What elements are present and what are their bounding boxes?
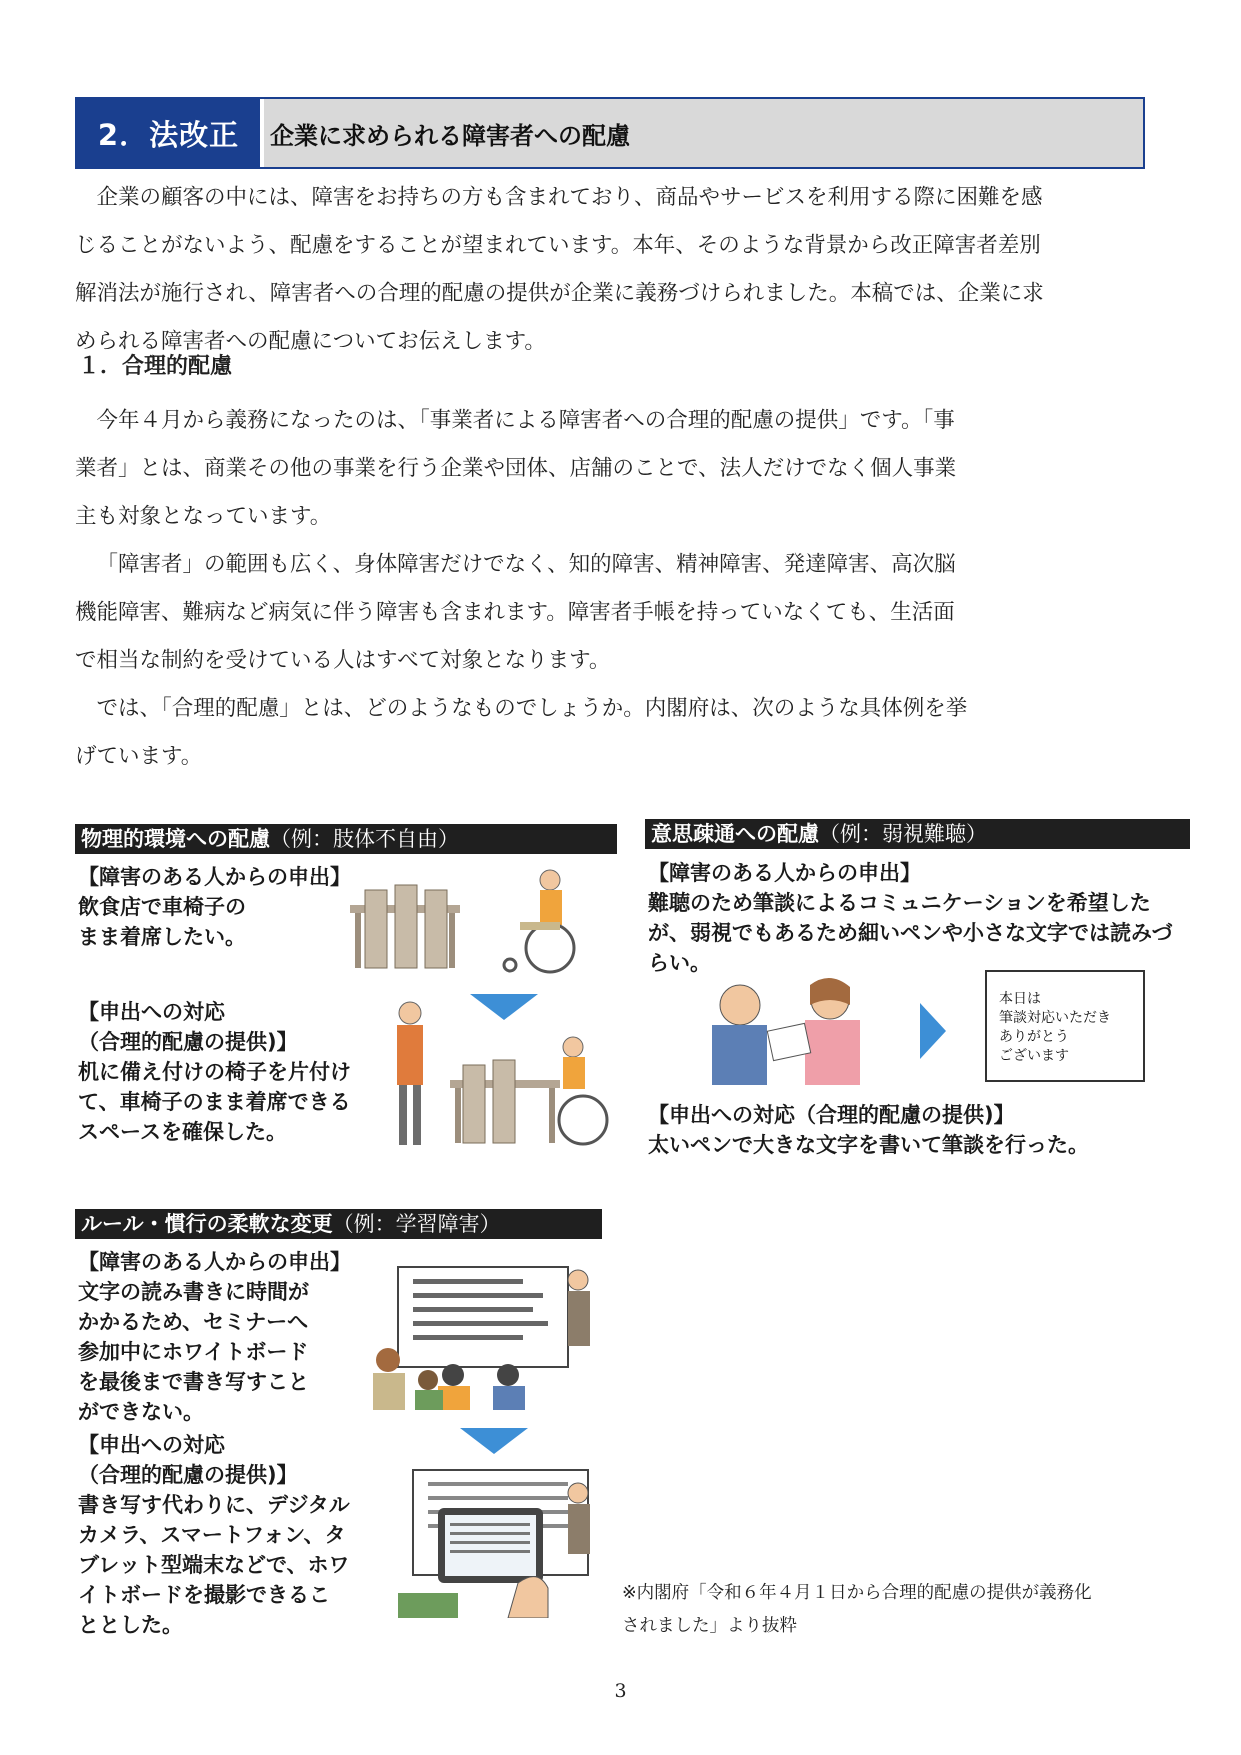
request-line: を最後まで書き写すこと bbox=[78, 1370, 309, 1394]
communication-response bbox=[648, 1100, 1089, 1160]
response-line: 机に備え付けの椅子を片付け bbox=[78, 1060, 351, 1084]
panel-title-physical bbox=[75, 824, 617, 854]
request-line: 文字の読み書きに時間が bbox=[78, 1280, 309, 1304]
note-line: ※内閣府「令和６年４月１日から合理的配慮の提供が義務化 bbox=[622, 1583, 1092, 1603]
rules-request bbox=[78, 1247, 351, 1427]
text-line: 業者」とは、商業その他の事業を行う企業や団体、店舗のことで、法人だけでなく個人事業 bbox=[75, 456, 957, 481]
response-line: て、車椅子のまま着席できる bbox=[78, 1090, 351, 1114]
request-line: まま着席したい。 bbox=[78, 925, 246, 949]
text-line: では、「合理的配慮」とは、どのようなものでしょうか。内閣府は、次のような具体例を挙 bbox=[96, 696, 968, 721]
request-line: が、弱視でもあるため細いペンや小さな文字では読みづ bbox=[648, 921, 1173, 945]
physical-request bbox=[78, 862, 351, 952]
request-line: 飲食店で車椅子の bbox=[78, 895, 246, 919]
response-line: 太いペンで大きな文字を書いて筆談を行った。 bbox=[648, 1133, 1089, 1157]
source-note bbox=[622, 1577, 1162, 1643]
request-line: かかるため、セミナーへ bbox=[78, 1310, 309, 1334]
notepad-line: 筆談対応いただき bbox=[999, 1010, 1111, 1026]
subsection-heading: １．合理的配慮 bbox=[78, 354, 233, 379]
text-line: で相当な制約を受けている人はすべて対象となります。 bbox=[75, 648, 611, 673]
response-line: ブレット型端末などで、ホワ bbox=[78, 1553, 350, 1577]
notepad-line: 本日は bbox=[999, 991, 1041, 1007]
response-line: スペースを確保した。 bbox=[78, 1120, 287, 1144]
request-label: 【障害のある人からの申出】 bbox=[648, 861, 921, 885]
text-line: げています。 bbox=[75, 744, 203, 769]
intro-line: められる障害者への配慮についてお伝えします。 bbox=[75, 329, 546, 354]
request-label: 【障害のある人からの申出】 bbox=[78, 1250, 351, 1274]
response-label: 【申出への対応 bbox=[78, 1433, 225, 1457]
notepad-illustration bbox=[985, 970, 1145, 1082]
note-line: されました」より抜粋 bbox=[622, 1616, 797, 1636]
text-line: 「障害者」の範囲も広く、身体障害だけでなく、知的障害、精神障害、発達障害、高次脳 bbox=[96, 552, 956, 577]
response-line: カメラ、スマートフォン、タ bbox=[78, 1523, 346, 1547]
communication-request bbox=[648, 858, 1173, 978]
rules-response bbox=[78, 1430, 350, 1640]
response-label: （合理的配慮の提供)】 bbox=[78, 1463, 298, 1487]
panel-title-text: 意思疎通への配慮 bbox=[651, 822, 819, 846]
intro-paragraph bbox=[75, 174, 1145, 366]
panel-title-text: ルール・慣行の柔軟な変更 bbox=[81, 1212, 333, 1236]
panel-title-communication bbox=[645, 819, 1190, 849]
table-wheelchair-illustration bbox=[345, 860, 585, 980]
panel-title-sub: （例：弱視難聴） bbox=[819, 822, 987, 846]
notepad-line: ございます bbox=[999, 1048, 1069, 1064]
notepad-line: ありがとう bbox=[999, 1029, 1069, 1045]
paragraph-business bbox=[75, 397, 1145, 541]
request-line: らい。 bbox=[648, 951, 711, 975]
panel-title-sub: （例：肢体不自由） bbox=[270, 827, 459, 851]
section-header bbox=[75, 97, 1145, 169]
intro-line: 企業の顧客の中には、障害をお持ちの方も含まれており、商品やサービスを利用する際に困難を感 bbox=[96, 185, 1043, 210]
response-line: 書き写す代わりに、デジタル bbox=[78, 1493, 350, 1517]
header-divider bbox=[260, 99, 264, 167]
response-label: 【申出への対応 bbox=[78, 1000, 225, 1024]
section-tag: 2．法改正 bbox=[77, 99, 260, 167]
panel-title-sub: （例：学習障害） bbox=[332, 1212, 501, 1236]
arrow-down-icon bbox=[460, 1428, 528, 1454]
response-label: 【申出への対応（合理的配慮の提供)】 bbox=[648, 1103, 1015, 1127]
intro-line: 解消法が施行され、障害者への合理的配慮の提供が企業に義務づけられました。本稿では、企業に求 bbox=[75, 281, 1044, 306]
response-line: イトボードを撮影できるこ bbox=[78, 1583, 330, 1607]
request-label: 【障害のある人からの申出】 bbox=[78, 865, 351, 889]
tablet-photo-illustration bbox=[398, 1468, 608, 1618]
physical-response bbox=[78, 997, 351, 1147]
request-line: 参加中にホワイトボード bbox=[78, 1340, 309, 1364]
response-label: （合理的配慮の提供)】 bbox=[78, 1030, 298, 1054]
request-line: ができない。 bbox=[78, 1400, 204, 1424]
response-line: ととした。 bbox=[78, 1613, 183, 1637]
paragraph-examples-intro bbox=[75, 685, 1145, 781]
people-writing-illustration bbox=[700, 975, 875, 1085]
seminar-whiteboard-illustration bbox=[368, 1265, 608, 1410]
panel-title-rules bbox=[75, 1209, 602, 1239]
request-line: 難聴のため筆談によるコミュニケーションを希望した bbox=[648, 891, 1151, 915]
text-line: 今年４月から義務になったのは、「事業者による障害者への合理的配慮の提供」です。「事 bbox=[96, 408, 955, 433]
page-number: 3 bbox=[614, 1680, 627, 1702]
paragraph-disability-scope bbox=[75, 541, 1145, 685]
text-line: 機能障害、難病など病気に伴う障害も含まれます。障害者手帳を持っていなくても、生活面 bbox=[75, 600, 955, 625]
panel-title-text: 物理的環境への配慮 bbox=[81, 827, 270, 851]
section-title: 企業に求められる障害者への配慮 bbox=[270, 121, 630, 150]
staff-wheelchair-table-illustration bbox=[385, 995, 615, 1155]
arrow-right-icon bbox=[920, 1003, 946, 1059]
intro-line: じることがないよう、配慮をすることが望まれています。本年、そのような背景から改正障害者差別 bbox=[75, 233, 1041, 258]
text-line: 主も対象となっています。 bbox=[75, 504, 332, 529]
